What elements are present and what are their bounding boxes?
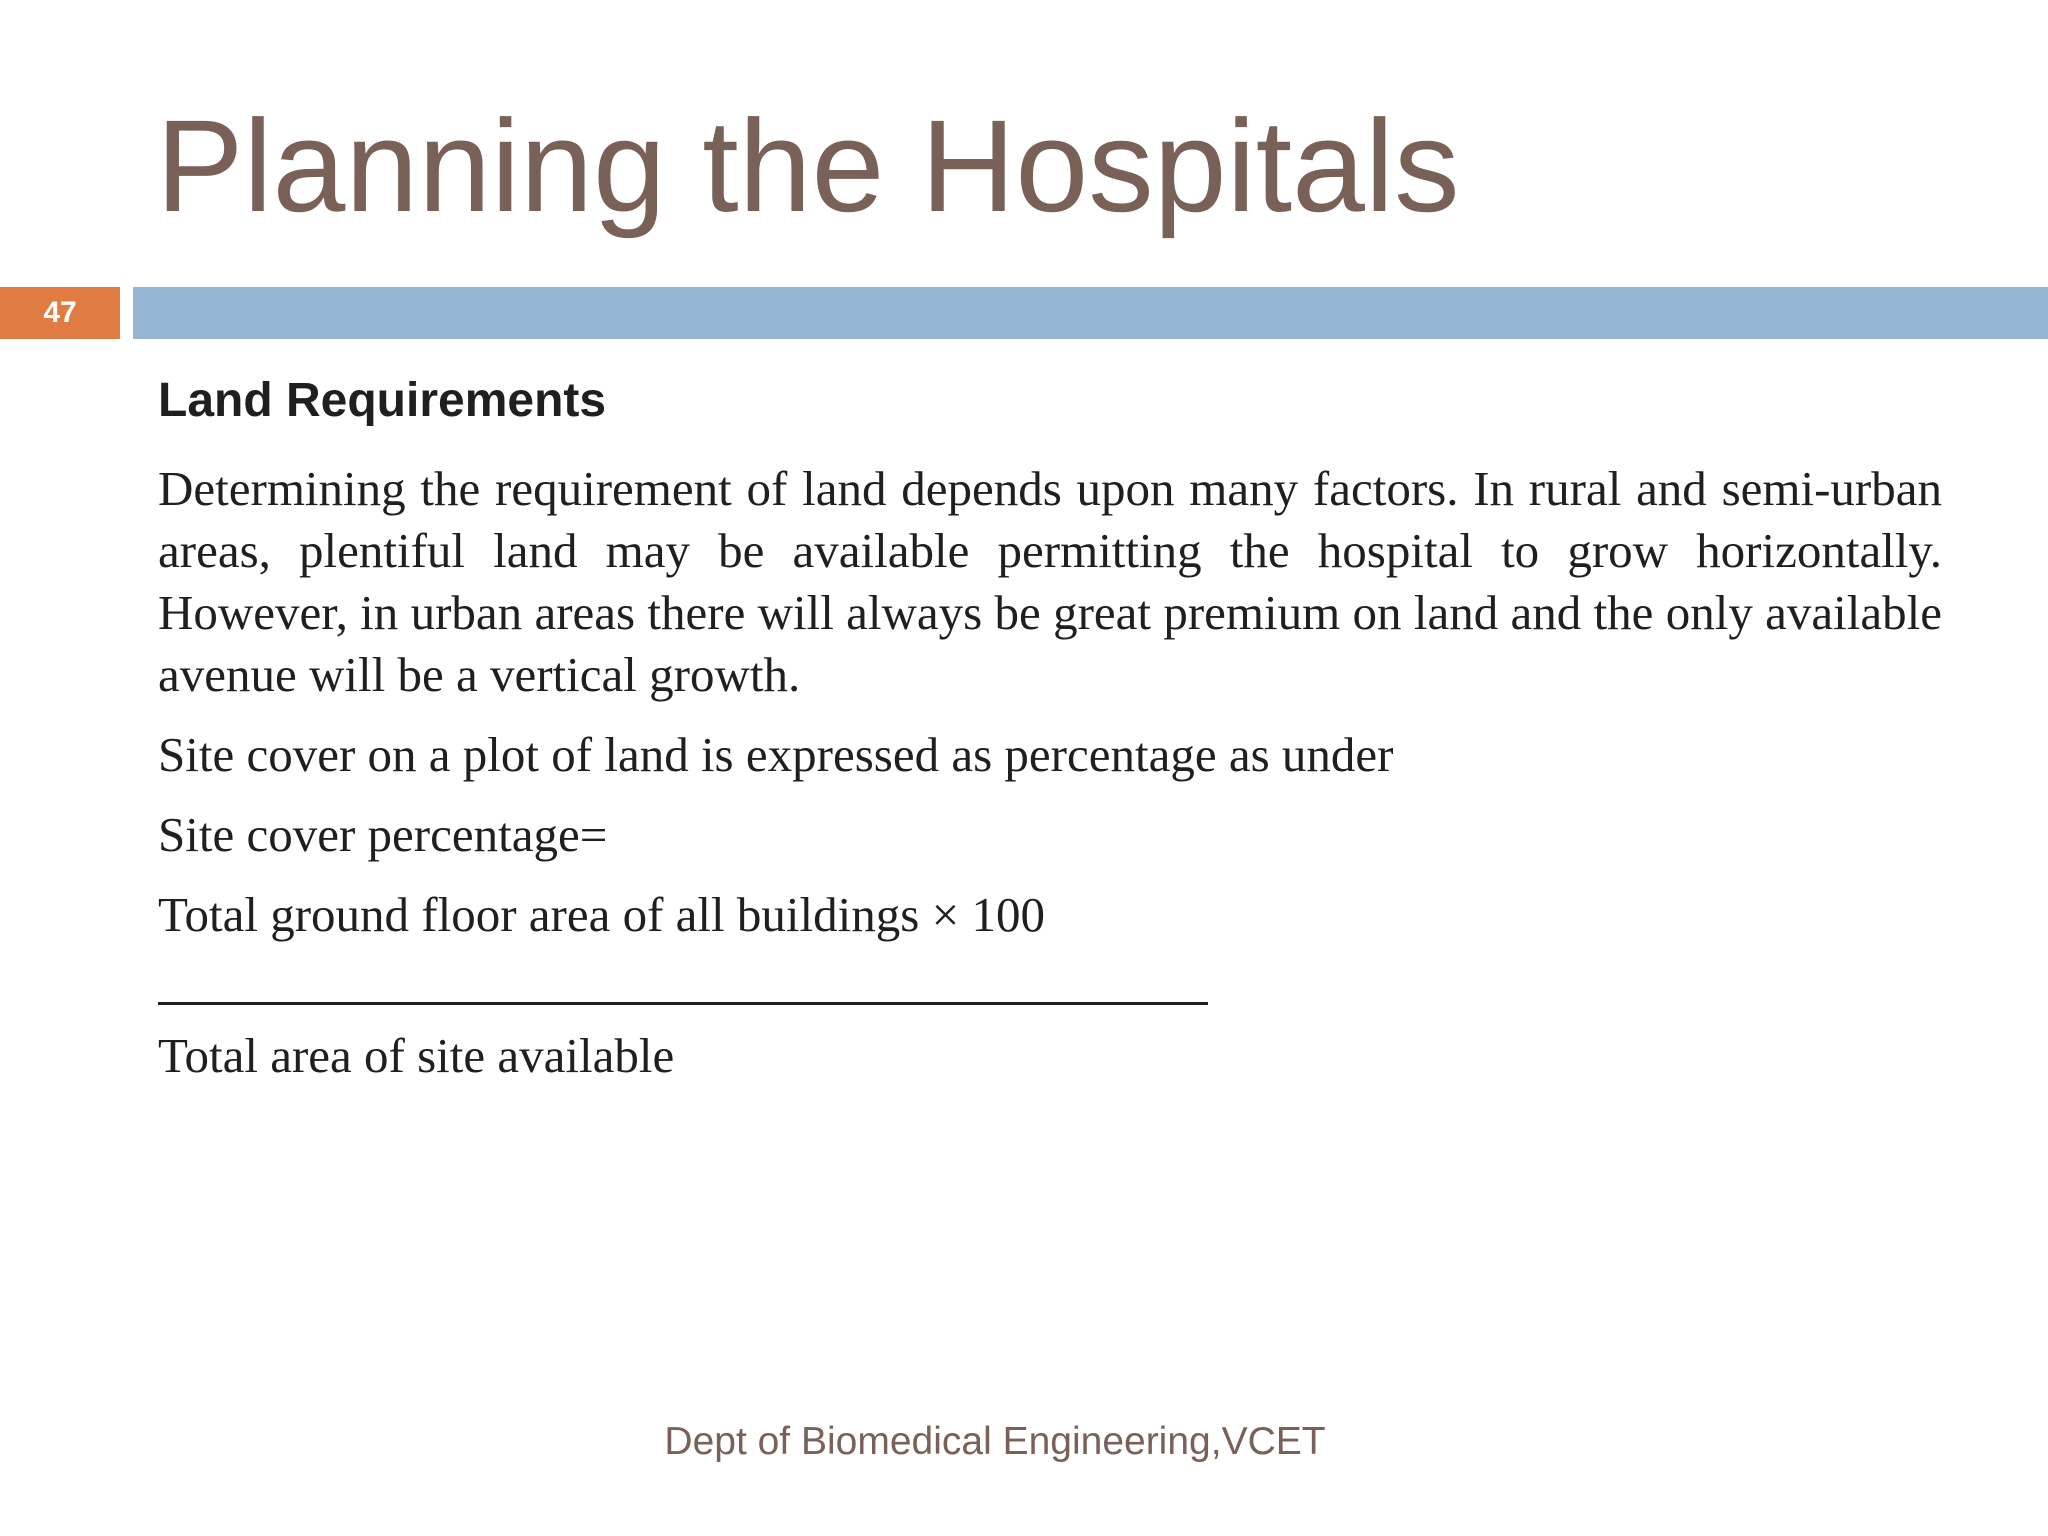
slide-footer: Dept of Biomedical Engineering,VCET [664, 1420, 1326, 1463]
slide-title: Planning the Hospitals [156, 92, 1460, 239]
slide-number-badge: 47 [0, 287, 120, 339]
land-requirement-paragraph: Determining the requirement of land depends upon many factors. In rural and semi-urban areas, plentiful land may be available permitting the hospital to grow horizontally. However, in urban areas there will always be great premium on land and the only available avenue will be a vertical growth. [158, 461, 1942, 702]
formula-numerator: Total ground floor area of all buildings × 100 [158, 887, 1045, 942]
fraction-divider-line [158, 1002, 1208, 1005]
section-heading: Land Requirements [158, 374, 607, 427]
title-accent-bar [133, 287, 2048, 339]
site-cover-intro: Site cover on a plot of land is expressed as percentage as under [158, 727, 1394, 782]
formula-label: Site cover percentage= [158, 807, 608, 862]
slide-content [158, 368, 1942, 1105]
formula-denominator: Total area of site available [158, 1028, 675, 1083]
